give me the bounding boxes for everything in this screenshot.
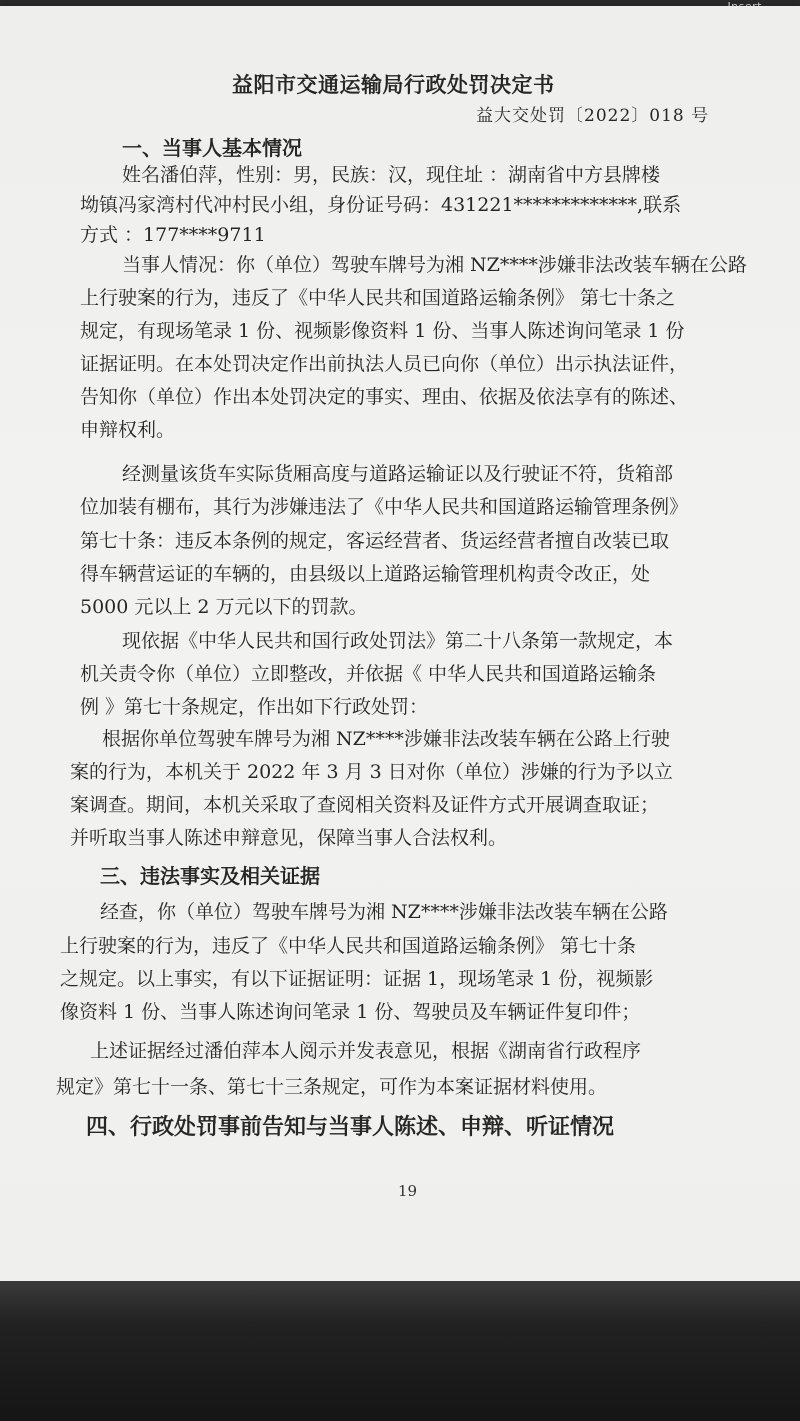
text-line: 现依据《中华人民共和国行政处罚法》第二十八条第一款规定，本 bbox=[122, 630, 674, 652]
text-line: 机关责令你（单位）立即整改，并依据《 中华人民共和国道路运输条 bbox=[80, 663, 657, 685]
text-line: 得车辆营运证的车辆的，由县级以上道路运输管理机构责令改正，处 bbox=[80, 563, 651, 585]
text-line: 申辩权利。 bbox=[80, 419, 176, 441]
text-line: 上述证据经过潘伯萍本人阅示并发表意见，根据《湖南省行政程序 bbox=[90, 1040, 642, 1062]
text-line: 上行驶案的行为，违反了《中华人民共和国道路运输条例》 第七十条 bbox=[60, 935, 637, 957]
text-line: 坳镇冯家湾村代冲村民小组，身份证号码：431221*************,联系 bbox=[80, 194, 682, 216]
text-line: 例 》第七十条规定，作出如下行政处罚： bbox=[80, 696, 429, 718]
text-line: 位加装有棚布，其行为涉嫌违法了《中华人民共和国道路运输管理条例》 bbox=[80, 496, 689, 518]
dark-background-strip bbox=[0, 1281, 800, 1421]
section-heading-prior-notice: 四、行政处罚事前告知与当事人陈述、申辩、听证情况 bbox=[86, 1114, 615, 1140]
text-line: 规定》第七十一条、第七十三条规定，可作为本案证据材料使用。 bbox=[56, 1076, 608, 1098]
section-heading-facts: 三、违法事实及相关证据 bbox=[100, 864, 320, 888]
text-line: 姓名潘伯萍，性别：男，民族：汉，现住址 ：湖南省中方县牌楼 bbox=[122, 164, 661, 186]
document-page bbox=[0, 6, 800, 1281]
document-title: 益阳市交通运输局行政处罚决定书 bbox=[232, 72, 555, 97]
text-line: 当事人情况：你（单位）驾驶车牌号为湘 NZ****涉嫌非法改装车辆在公路 bbox=[122, 254, 747, 276]
text-line: 像资料 1 份、当事人陈述询问笔录 1 份、驾驶员及车辆证件复印件； bbox=[60, 1001, 641, 1023]
text-line: 经查，你（单位）驾驶车牌号为湘 NZ****涉嫌非法改装车辆在公路 bbox=[100, 901, 668, 923]
text-line: 之规定。以上事实，有以下证据证明：证据 1，现场笔录 1 份，视频影 bbox=[60, 968, 654, 990]
text-line: 上行驶案的行为，违反了《中华人民共和国道路运输条例》 第七十条之 bbox=[80, 287, 676, 309]
document-number: 益大交处罚〔2022〕018 号 bbox=[476, 106, 710, 126]
text-line: 证据证明。在本处罚决定作出前执法人员已向你（单位）出示执法证件， bbox=[80, 353, 689, 375]
text-line: 案的行为，本机关于 2022 年 3 月 3 日对你（单位）涉嫌的行为予以立 bbox=[70, 761, 673, 783]
text-line: 方式 ：177****9711 bbox=[80, 224, 266, 246]
section-heading-party-info: 一、当事人基本情况 bbox=[122, 136, 302, 160]
text-line: 第七十条：违反本条例的规定，客运经营者、货运经营者擅自改装已取 bbox=[80, 530, 670, 552]
text-line: 告知你（单位）作出本处罚决定的事实、理由、依据及依法享有的陈述、 bbox=[80, 386, 689, 408]
text-line: 5000 元以上 2 万元以下的罚款。 bbox=[80, 596, 368, 618]
text-line: 规定，有现场笔录 1 份、视频影像资料 1 份、当事人陈述询问笔录 1 份 bbox=[80, 320, 685, 342]
text-line: 经测量该货车实际货厢高度与道路运输证以及行驶证不符，货箱部 bbox=[122, 463, 674, 485]
page-number: 19 bbox=[398, 1182, 418, 1200]
text-line: 根据你单位驾驶车牌号为湘 NZ****涉嫌非法改装车辆在公路上行驶 bbox=[102, 728, 670, 750]
text-line: 并听取当事人陈述申辩意见，保障当事人合法权利。 bbox=[70, 827, 508, 849]
text-line: 案调查。期间，本机关采取了查阅相关资料及证件方式开展调查取证； bbox=[70, 794, 660, 816]
